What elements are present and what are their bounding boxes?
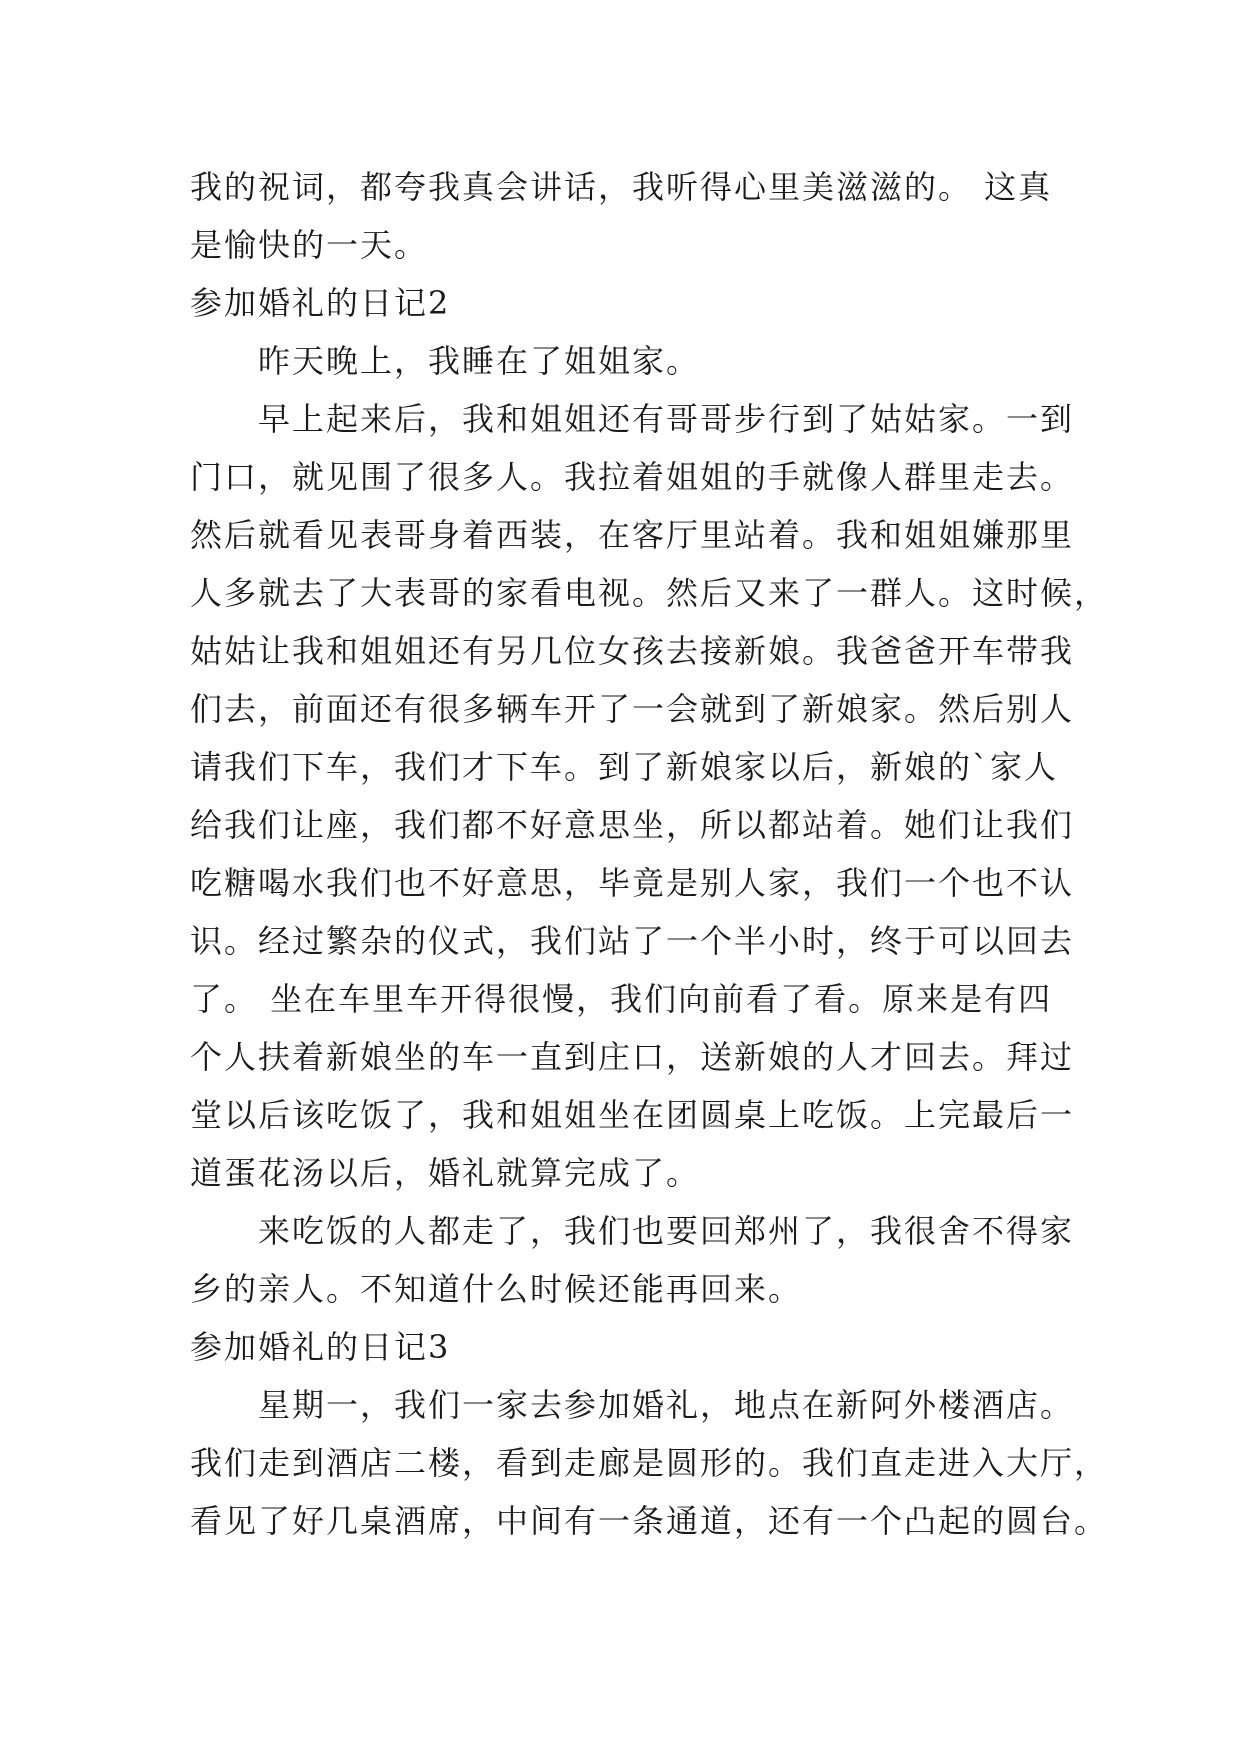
- paragraph-line: 给我们让座，我们都不好意思坐，所以都站着。她们让我们: [190, 806, 1075, 844]
- paragraph-line: 姑姑让我和姐姐还有另几位女孩去接新娘。我爸爸开车带我: [190, 632, 1075, 670]
- heading-text: 参加婚礼的日记3: [190, 1328, 451, 1366]
- paragraph-line: 然后就看见表哥身着西装，在客厅里站着。我和姐姐嫌那里: [190, 516, 1075, 554]
- paragraph-line: 我的祝词，都夸我真会讲话，我听得心里美滋滋的。 这真: [190, 168, 1053, 206]
- heading-text: 参加婚礼的日记2: [190, 284, 451, 322]
- paragraph-line: 看见了好几桌酒席，中间有一条通道，还有一个凸起的圆台。: [190, 1502, 1109, 1540]
- paragraph-line: 人多就去了大表哥的家看电视。然后又来了一群人。这时候，: [190, 574, 1109, 612]
- paragraph-line: 昨天晚上，我睡在了姐姐家。: [258, 342, 701, 380]
- paragraph-line: 堂以后该吃饭了，我和姐姐坐在团圆桌上吃饭。上完最后一: [190, 1096, 1075, 1134]
- paragraph-line: 们去，前面还有很多辆车开了一会就到了新娘家。然后别人: [190, 690, 1075, 728]
- paragraph-line: 个人扶着新娘坐的车一直到庄口，送新娘的人才回去。拜过: [190, 1038, 1075, 1076]
- paragraph-line: 来吃饭的人都走了，我们也要回郑州了，我很舍不得家: [258, 1212, 1075, 1250]
- paragraph-line: 乡的亲人。不知道什么时候还能再回来。: [190, 1270, 803, 1308]
- paragraph: [190, 390, 1109, 1202]
- paragraph-line: 门口，就见围了很多人。我拉着姐姐的手就像人群里走去。: [190, 458, 1075, 496]
- paragraph-line: 是愉快的一天。: [190, 226, 429, 264]
- section-heading: [190, 274, 1060, 332]
- paragraph-line: 了。 坐在车里车开得很慢，我们向前看了看。原来是有四: [190, 980, 1053, 1018]
- document-body: [190, 158, 1109, 1550]
- paragraph-line: 我们走到酒店二楼，看到走廊是圆形的。我们直走进入大厅，: [190, 1444, 1109, 1482]
- paragraph-line: 道蛋花汤以后，婚礼就算完成了。: [190, 1154, 701, 1192]
- paragraph-line: 请我们下车，我们才下车。到了新娘家以后，新娘的`家人: [190, 748, 1059, 786]
- paragraph: [190, 158, 1060, 274]
- section-heading: [190, 1318, 1060, 1376]
- paragraph-line: 早上起来后，我和姐姐还有哥哥步行到了姑姑家。一到: [258, 400, 1075, 438]
- paragraph: [190, 1202, 1075, 1318]
- paragraph: [190, 1376, 1109, 1550]
- paragraph-line: 吃糖喝水我们也不好意思，毕竟是别人家，我们一个也不认: [190, 864, 1075, 902]
- paragraph-line: 星期一，我们一家去参加婚礼，地点在新阿外楼酒店。: [258, 1386, 1075, 1424]
- paragraph: [190, 332, 1060, 390]
- paragraph-line: 识。经过繁杂的仪式，我们站了一个半小时，终于可以回去: [190, 922, 1075, 960]
